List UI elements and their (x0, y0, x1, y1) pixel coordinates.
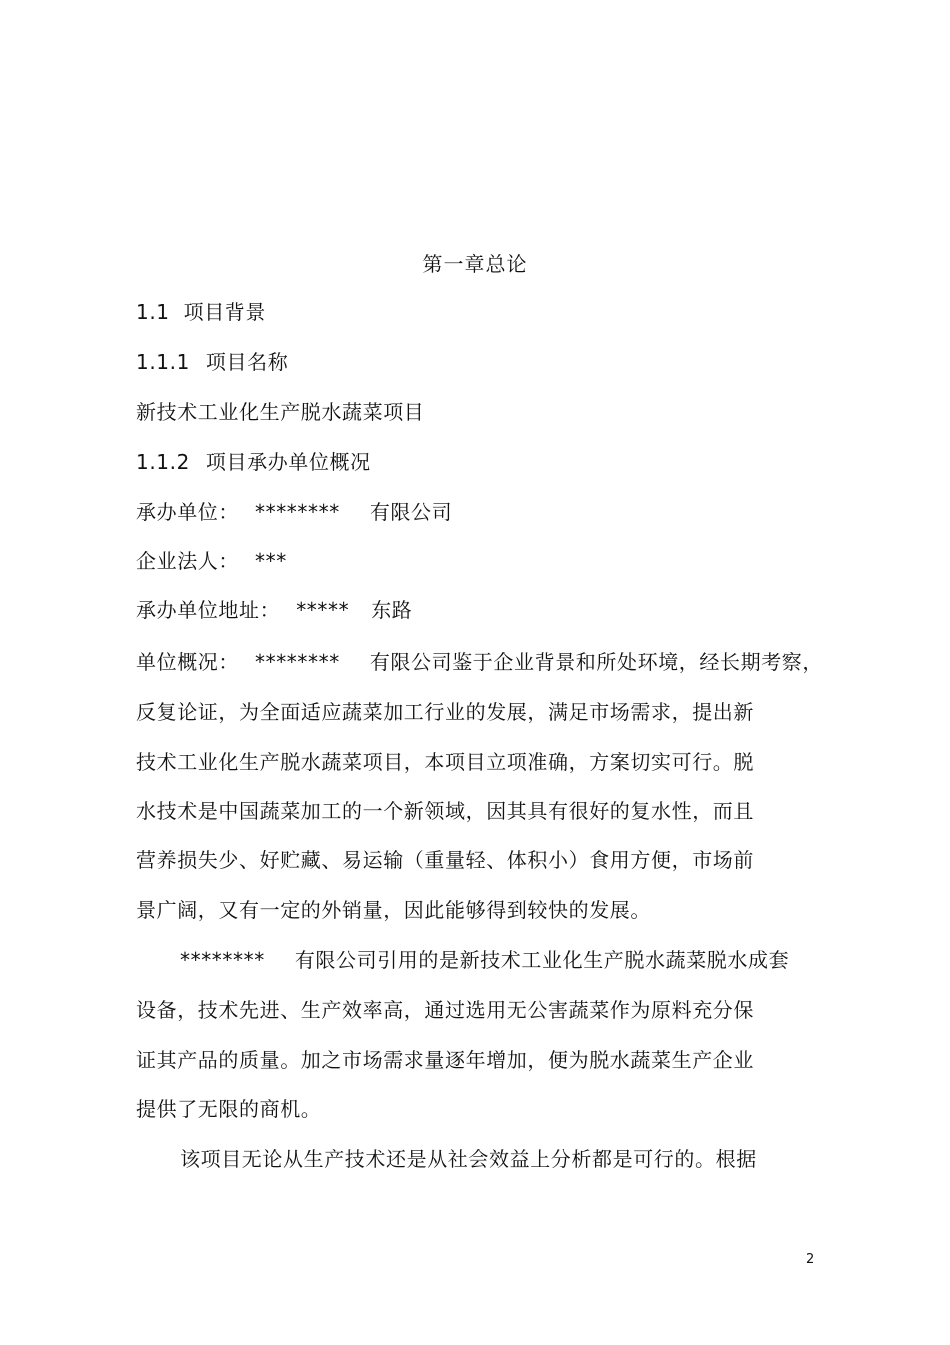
para2-text: 有限公司引用的是新技术工业化生产脱水蔬菜脱水成套 (294, 948, 790, 972)
section-title: 项目背景 (183, 300, 267, 324)
overview-line-5: 营养损失少、好贮藏、易运输（重量轻、体积小）食用方便，市场前 (136, 848, 754, 872)
para2-line-3: 证其产品的质量。加之市场需求量逐年增加，便为脱水蔬菜生产企业 (136, 1048, 754, 1072)
host-unit-line (136, 500, 452, 524)
para2-line-4: 提供了无限的商机。 (136, 1097, 322, 1121)
section-title: 项目名称 (205, 350, 289, 374)
overview-line-2: 反复论证，为全面适应蔬菜加工行业的发展，满足市场需求，提出新 (136, 700, 754, 724)
section-heading-1-1-2 (136, 450, 371, 474)
host-unit-label: 承办单位： (136, 500, 239, 524)
legal-person-value: *** (255, 549, 287, 573)
overview-line-4: 水技术是中国蔬菜加工的一个新领域，因其具有很好的复水性，而且 (136, 799, 754, 823)
address-suffix: 东路 (371, 598, 413, 622)
section-number: 1.1.2 (136, 450, 190, 474)
para2-stars: ******** (180, 948, 265, 972)
chapter-title: 第一章总论 (422, 252, 528, 276)
overview-label: 单位概况： (136, 650, 239, 674)
host-unit-stars: ******** (255, 500, 340, 524)
overview-line-1 (136, 650, 823, 674)
legal-person-line (136, 549, 287, 573)
page-number: 2 (806, 1252, 815, 1267)
address-label: 承办单位地址： (136, 598, 281, 622)
overview-line-6: 景广阔，又有一定的外销量，因此能够得到较快的发展。 (136, 898, 651, 922)
overview-stars: ******** (255, 650, 340, 674)
section-number: 1.1 (136, 300, 170, 324)
overview-text: 有限公司鉴于企业背景和所处环境，经长期考察， (369, 650, 824, 674)
address-stars: ***** (296, 598, 350, 622)
para2-line-1 (180, 948, 789, 972)
para3-line-1: 该项目无论从生产技术还是从社会效益上分析都是可行的。根据 (180, 1147, 757, 1171)
section-heading-1-1 (136, 300, 266, 324)
section-title: 项目承办单位概况 (205, 450, 371, 474)
section-number: 1.1.1 (136, 350, 190, 374)
legal-person-label: 企业法人： (136, 549, 239, 573)
host-unit-suffix: 有限公司 (369, 500, 453, 524)
project-name: 新技术工业化生产脱水蔬菜项目 (136, 400, 425, 424)
address-line (136, 598, 412, 622)
overview-line-3: 技术工业化生产脱水蔬菜项目，本项目立项准确，方案切实可行。脱 (136, 750, 754, 774)
para2-line-2: 设备，技术先进、生产效率高，通过选用无公害蔬菜作为原料充分保 (136, 998, 754, 1022)
section-heading-1-1-1 (136, 350, 288, 374)
